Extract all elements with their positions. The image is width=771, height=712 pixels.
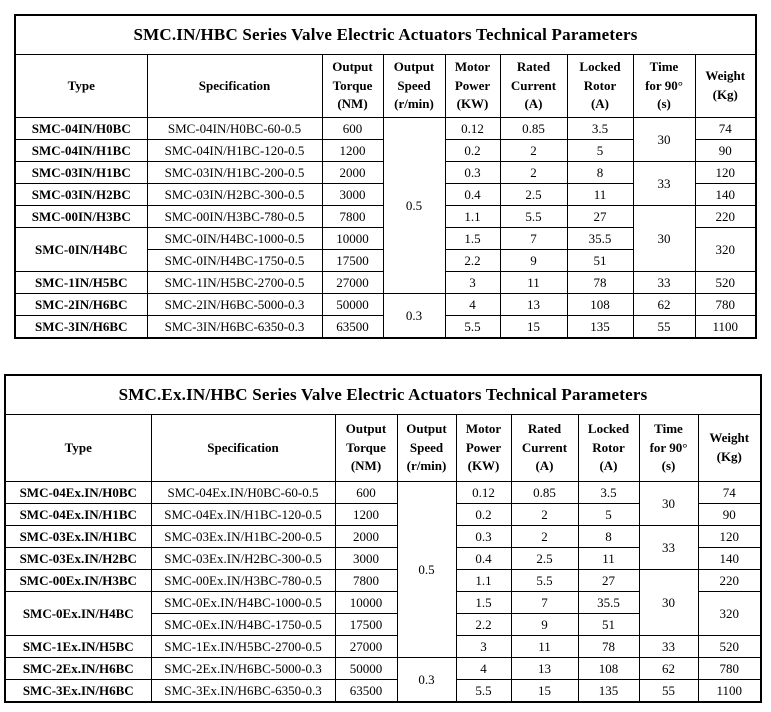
data-cell: 27000	[322, 272, 383, 294]
data-cell: 3	[456, 636, 511, 658]
table-row	[5, 526, 761, 548]
column-header-output-torque: Output Torque (NM)	[335, 415, 397, 482]
spec-cell: SMC-04Ex.IN/H0BC-60-0.5	[151, 482, 335, 504]
table-row	[15, 294, 756, 316]
type-cell: SMC-1IN/H5BC	[15, 272, 147, 294]
data-cell: 0.85	[511, 482, 578, 504]
data-cell: 320	[698, 592, 761, 636]
data-cell: 17500	[335, 614, 397, 636]
table-header-row	[5, 415, 761, 482]
type-cell: SMC-2IN/H6BC	[15, 294, 147, 316]
data-cell: 7	[500, 228, 567, 250]
spec-cell: SMC-0IN/H4BC-1750-0.5	[147, 250, 322, 272]
data-cell: 2	[511, 526, 578, 548]
data-cell: 600	[322, 118, 383, 140]
column-header-weight: Weight (Kg)	[698, 415, 761, 482]
data-cell: 220	[698, 570, 761, 592]
data-cell: 8	[578, 526, 639, 548]
column-header-locked-rotor: Locked Rotor (A)	[567, 55, 633, 118]
type-cell: SMC-00IN/H3BC	[15, 206, 147, 228]
type-cell: SMC-03IN/H1BC	[15, 162, 147, 184]
data-cell: 2.2	[456, 614, 511, 636]
column-header-output-speed: Output Speed (r/min)	[383, 55, 445, 118]
table-row	[5, 482, 761, 504]
data-cell: 15	[500, 316, 567, 339]
data-cell: 30	[633, 206, 695, 272]
data-cell: 1.1	[456, 570, 511, 592]
type-cell: SMC-03Ex.IN/H2BC	[5, 548, 151, 570]
data-cell: 27000	[335, 636, 397, 658]
data-cell: 0.3	[445, 162, 500, 184]
spec-cell: SMC-00IN/H3BC-780-0.5	[147, 206, 322, 228]
column-header-rated-current: Rated Current (A)	[511, 415, 578, 482]
spec-cell: SMC-2IN/H6BC-5000-0.3	[147, 294, 322, 316]
data-cell: 0.2	[445, 140, 500, 162]
spec-cell: SMC-04IN/H1BC-120-0.5	[147, 140, 322, 162]
data-cell: 9	[511, 614, 578, 636]
data-cell: 11	[511, 636, 578, 658]
data-cell: 5.5	[456, 680, 511, 703]
data-cell: 3000	[322, 184, 383, 206]
data-cell: 62	[639, 658, 698, 680]
data-cell: 0.5	[397, 482, 456, 658]
data-cell: 27	[578, 570, 639, 592]
data-cell: 7800	[335, 570, 397, 592]
table-header-row	[15, 55, 756, 118]
column-header-type: Type	[5, 415, 151, 482]
data-cell: 78	[567, 272, 633, 294]
data-cell: 780	[698, 658, 761, 680]
data-cell: 1100	[698, 680, 761, 703]
column-header-specification: Specification	[147, 55, 322, 118]
data-cell: 50000	[322, 294, 383, 316]
data-cell: 4	[456, 658, 511, 680]
spec-cell: SMC-2Ex.IN/H6BC-5000-0.3	[151, 658, 335, 680]
table-row	[5, 570, 761, 592]
data-cell: 0.4	[456, 548, 511, 570]
data-cell: 50000	[335, 658, 397, 680]
data-cell: 74	[698, 482, 761, 504]
data-cell: 0.85	[500, 118, 567, 140]
data-cell: 0.12	[456, 482, 511, 504]
table-block-smc-in-hbc	[14, 14, 757, 339]
data-cell: 3.5	[567, 118, 633, 140]
data-cell: 5.5	[445, 316, 500, 339]
type-cell: SMC-0IN/H4BC	[15, 228, 147, 272]
data-cell: 3000	[335, 548, 397, 570]
data-cell: 90	[695, 140, 756, 162]
column-header-type: Type	[15, 55, 147, 118]
spec-cell: SMC-0IN/H4BC-1000-0.5	[147, 228, 322, 250]
spec-cell: SMC-03Ex.IN/H2BC-300-0.5	[151, 548, 335, 570]
column-header-rated-current: Rated Current (A)	[500, 55, 567, 118]
data-cell: 0.5	[383, 118, 445, 294]
data-cell: 13	[511, 658, 578, 680]
spec-cell: SMC-0Ex.IN/H4BC-1000-0.5	[151, 592, 335, 614]
data-cell: 2.2	[445, 250, 500, 272]
data-cell: 8	[567, 162, 633, 184]
spec-cell: SMC-04Ex.IN/H1BC-120-0.5	[151, 504, 335, 526]
data-cell: 108	[567, 294, 633, 316]
data-cell: 30	[639, 482, 698, 526]
data-cell: 2000	[335, 526, 397, 548]
data-cell: 33	[639, 636, 698, 658]
data-cell: 2000	[322, 162, 383, 184]
data-cell: 11	[578, 548, 639, 570]
type-cell: SMC-03Ex.IN/H1BC	[5, 526, 151, 548]
data-cell: 2.5	[511, 548, 578, 570]
data-cell: 11	[500, 272, 567, 294]
data-cell: 5.5	[511, 570, 578, 592]
table-title-row	[15, 15, 756, 55]
data-cell: 78	[578, 636, 639, 658]
type-cell: SMC-3IN/H6BC	[15, 316, 147, 339]
type-cell: SMC-00Ex.IN/H3BC	[5, 570, 151, 592]
data-cell: 30	[639, 570, 698, 636]
data-cell: 5	[567, 140, 633, 162]
column-header-locked-rotor: Locked Rotor (A)	[578, 415, 639, 482]
data-cell: 17500	[322, 250, 383, 272]
data-cell: 1100	[695, 316, 756, 339]
data-cell: 51	[567, 250, 633, 272]
column-header-motor-power: Motor Power (KW)	[445, 55, 500, 118]
data-cell: 35.5	[567, 228, 633, 250]
data-cell: 33	[633, 162, 695, 206]
data-cell: 0.3	[383, 294, 445, 339]
data-cell: 10000	[322, 228, 383, 250]
type-cell: SMC-04IN/H0BC	[15, 118, 147, 140]
data-cell: 0.2	[456, 504, 511, 526]
table-title: SMC.IN/HBC Series Valve Electric Actuators Technical Parameters	[15, 15, 756, 55]
spec-cell: SMC-03Ex.IN/H1BC-200-0.5	[151, 526, 335, 548]
spec-cell: SMC-3IN/H6BC-6350-0.3	[147, 316, 322, 339]
spec-cell: SMC-1Ex.IN/H5BC-2700-0.5	[151, 636, 335, 658]
data-cell: 30	[633, 118, 695, 162]
table-row	[5, 636, 761, 658]
parameters-table-smc-in-hbc	[14, 14, 757, 339]
type-cell: SMC-04IN/H1BC	[15, 140, 147, 162]
spec-cell: SMC-03IN/H2BC-300-0.5	[147, 184, 322, 206]
data-cell: 11	[567, 184, 633, 206]
data-cell: 135	[567, 316, 633, 339]
data-cell: 520	[698, 636, 761, 658]
data-cell: 33	[633, 272, 695, 294]
spec-cell: SMC-03IN/H1BC-200-0.5	[147, 162, 322, 184]
data-cell: 1.5	[456, 592, 511, 614]
column-header-specification: Specification	[151, 415, 335, 482]
data-cell: 2	[500, 140, 567, 162]
spec-cell: SMC-3Ex.IN/H6BC-6350-0.3	[151, 680, 335, 703]
data-cell: 10000	[335, 592, 397, 614]
column-header-time-for-90: Time for 90° (s)	[633, 55, 695, 118]
table-row	[5, 658, 761, 680]
data-cell: 0.3	[456, 526, 511, 548]
type-cell: SMC-0Ex.IN/H4BC	[5, 592, 151, 636]
data-cell: 780	[695, 294, 756, 316]
data-cell: 5	[578, 504, 639, 526]
type-cell: SMC-03IN/H2BC	[15, 184, 147, 206]
column-header-output-torque: Output Torque (NM)	[322, 55, 383, 118]
type-cell: SMC-04Ex.IN/H1BC	[5, 504, 151, 526]
data-cell: 1.5	[445, 228, 500, 250]
data-cell: 5.5	[500, 206, 567, 228]
type-cell: SMC-04Ex.IN/H0BC	[5, 482, 151, 504]
spec-cell: SMC-04IN/H0BC-60-0.5	[147, 118, 322, 140]
data-cell: 108	[578, 658, 639, 680]
data-cell: 7	[511, 592, 578, 614]
data-cell: 2	[500, 162, 567, 184]
data-cell: 3	[445, 272, 500, 294]
data-cell: 51	[578, 614, 639, 636]
spec-cell: SMC-00Ex.IN/H3BC-780-0.5	[151, 570, 335, 592]
data-cell: 140	[698, 548, 761, 570]
type-cell: SMC-2Ex.IN/H6BC	[5, 658, 151, 680]
data-cell: 4	[445, 294, 500, 316]
data-cell: 3.5	[578, 482, 639, 504]
column-header-time-for-90: Time for 90° (s)	[639, 415, 698, 482]
data-cell: 1200	[335, 504, 397, 526]
table-block-smc-ex-in-hbc	[4, 374, 762, 703]
spec-cell: SMC-0Ex.IN/H4BC-1750-0.5	[151, 614, 335, 636]
data-cell: 220	[695, 206, 756, 228]
table-title: SMC.Ex.IN/HBC Series Valve Electric Actuators Technical Parameters	[5, 375, 761, 415]
column-header-motor-power: Motor Power (KW)	[456, 415, 511, 482]
type-cell: SMC-3Ex.IN/H6BC	[5, 680, 151, 703]
data-cell: 140	[695, 184, 756, 206]
data-cell: 90	[698, 504, 761, 526]
column-header-output-speed: Output Speed (r/min)	[397, 415, 456, 482]
data-cell: 0.12	[445, 118, 500, 140]
data-cell: 9	[500, 250, 567, 272]
data-cell: 63500	[335, 680, 397, 703]
data-cell: 320	[695, 228, 756, 272]
data-cell: 33	[639, 526, 698, 570]
parameters-table-smc-ex-in-hbc	[4, 374, 762, 703]
spec-cell: SMC-1IN/H5BC-2700-0.5	[147, 272, 322, 294]
data-cell: 15	[511, 680, 578, 703]
data-cell: 2.5	[500, 184, 567, 206]
data-cell: 55	[633, 316, 695, 339]
data-cell: 1200	[322, 140, 383, 162]
data-cell: 62	[633, 294, 695, 316]
data-cell: 27	[567, 206, 633, 228]
table-title-row	[5, 375, 761, 415]
data-cell: 120	[695, 162, 756, 184]
data-cell: 0.4	[445, 184, 500, 206]
column-header-weight: Weight (Kg)	[695, 55, 756, 118]
data-cell: 35.5	[578, 592, 639, 614]
type-cell: SMC-1Ex.IN/H5BC	[5, 636, 151, 658]
data-cell: 520	[695, 272, 756, 294]
data-cell: 0.3	[397, 658, 456, 703]
data-cell: 2	[511, 504, 578, 526]
data-cell: 74	[695, 118, 756, 140]
data-cell: 120	[698, 526, 761, 548]
data-cell: 55	[639, 680, 698, 703]
data-cell: 13	[500, 294, 567, 316]
data-cell: 63500	[322, 316, 383, 339]
table-row	[15, 118, 756, 140]
table-row	[5, 680, 761, 703]
data-cell: 600	[335, 482, 397, 504]
data-cell: 135	[578, 680, 639, 703]
data-cell: 1.1	[445, 206, 500, 228]
data-cell: 7800	[322, 206, 383, 228]
